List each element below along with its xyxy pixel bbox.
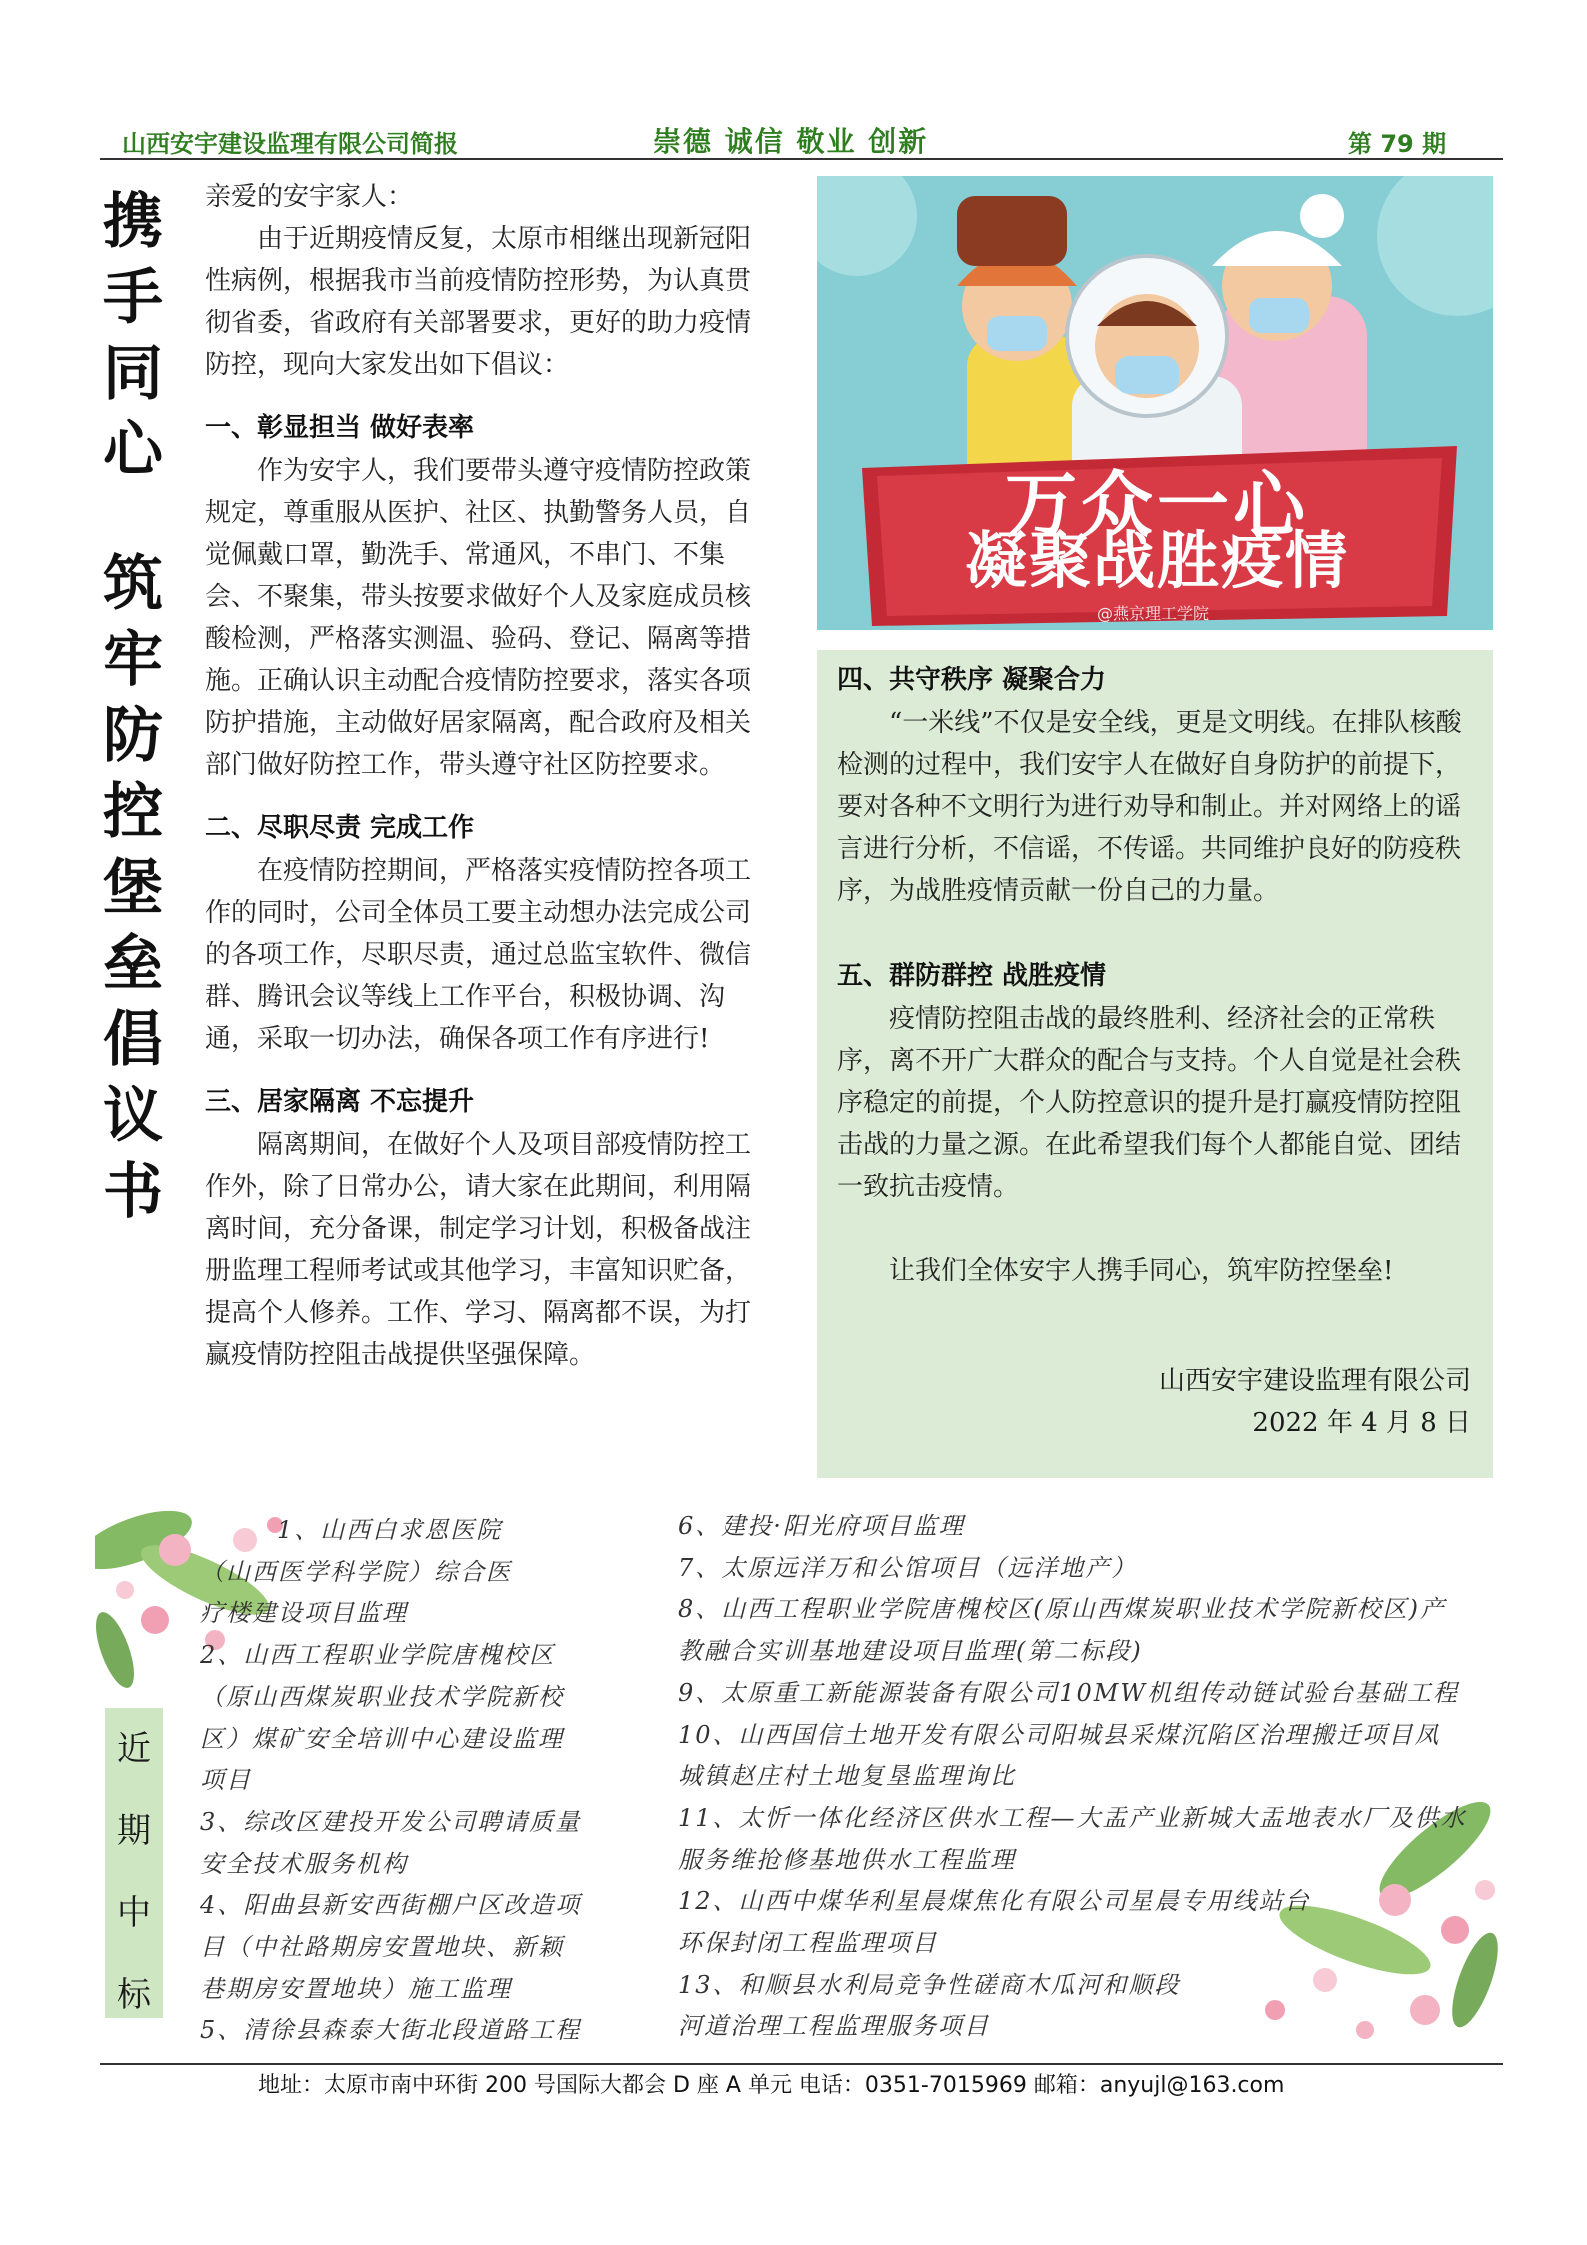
bid-line: （山西医学科学院）综合医 bbox=[200, 1557, 512, 1586]
poster-watermark: @燕京理工学院 bbox=[1097, 604, 1210, 623]
footer-contact: 地址：太原市南中环街 200 号国际大都会 D 座 A 单元 电话：0351-7015969 邮箱：anyujl@163.com bbox=[258, 2073, 1285, 2098]
bid-line: 2、山西工程职业学院唐槐校区 bbox=[200, 1641, 556, 1670]
bid-line: 9、太原重工新能源装备有限公司10MW机组传动链试验台基础工程 bbox=[678, 1678, 1460, 1707]
bid-line: 环保封闭工程监理项目 bbox=[678, 1929, 938, 1958]
title-char: 携 bbox=[103, 187, 163, 257]
bids-label-char: 中 bbox=[117, 1893, 151, 1933]
bid-line: 11、太忻一体化经济区供水工程—大盂产业新城大盂地表水厂及供水 bbox=[678, 1803, 1467, 1832]
title-char: 控 bbox=[103, 777, 163, 847]
poster-slogan-line2: 凝聚战胜疫情 bbox=[964, 524, 1349, 597]
section-5-heading: 五、群防群控 战胜疫情 bbox=[837, 961, 1107, 991]
section-4-body: “一米线”不仅是安全线，更是文明线。在排队核酸检测的过程中，我们安宇人在做好自身防护的前提下，要对各种不文明行为进行劝导和制止。并对网络上的谣言进行分析，不信谣，不传谣。共同维护良好的防疫秩序，为战胜疫情贡献一份自己的力量。 bbox=[837, 708, 1462, 906]
bid-line: 目（中社路期房安置地块、新颖 bbox=[200, 1933, 564, 1962]
bid-line: 4、阳曲县新安西街棚户区改造项 bbox=[200, 1891, 582, 1920]
signature-block bbox=[1071, 1360, 1471, 1444]
bids-list-right bbox=[678, 1506, 1587, 2048]
header-motto: 崇德 诚信 敬业 创新 bbox=[653, 125, 929, 158]
bid-line: 8、山西工程职业学院唐槐校区(原山西煤炭职业技术学院新校区)产 bbox=[678, 1595, 1446, 1624]
section-3-heading: 三、居家隔离 不忘提升 bbox=[205, 1087, 475, 1117]
bid-line: 疗楼建设项目监理 bbox=[200, 1599, 408, 1628]
title-char: 议 bbox=[103, 1081, 163, 1151]
title-char: 垒 bbox=[103, 929, 163, 999]
section-4-heading: 四、共守秩序 凝聚合力 bbox=[837, 665, 1107, 695]
vertical-title bbox=[88, 184, 178, 1230]
title-char: 堡 bbox=[103, 853, 163, 923]
letter-left-column bbox=[205, 176, 765, 1376]
bid-line: 7、太原远洋万和公馆项目（远洋地产） bbox=[678, 1553, 1138, 1582]
newsletter-header bbox=[100, 120, 1487, 160]
bids-label bbox=[105, 1708, 163, 2018]
section-1-heading: 一、彰显担当 做好表率 bbox=[205, 413, 475, 443]
footer-divider bbox=[100, 2063, 1503, 2065]
bid-line: 1、山西白求恩医院 bbox=[200, 1516, 503, 1544]
title-char: 手 bbox=[103, 263, 163, 333]
bid-line: 城镇赵庄村土地复垦监理询比 bbox=[678, 1762, 1016, 1791]
bid-line: 巷期房安置地块）施工监理 bbox=[200, 1974, 512, 2003]
section-1-body: 作为安宇人，我们要带头遵守疫情防控政策规定，尊重服从医护、社区、执勤警务人员，自觉佩戴口罩，勤洗手、常通风，不串门、不集会、不聚集，带头按要求做好个人及家庭成员核酸检测，严格落实测温、验码、登记、隔离等措施。正确认识主动配合疫情防控要求，落实各项防护措施，主动做好居家隔离，配合政府及相关部门做好防控工作，带头遵守社区防控要求。 bbox=[205, 456, 752, 780]
bid-line: 区）煤矿安全培训中心建设监理 bbox=[200, 1724, 564, 1753]
bids-label-char: 期 bbox=[117, 1811, 151, 1851]
bid-line: 5、清徐县森泰大街北段道路工程 bbox=[200, 2016, 582, 2045]
bid-line: 6、建投·阳光府项目监理 bbox=[678, 1512, 965, 1540]
bid-line: 12、山西中煤华利星晨煤焦化有限公司星晨专用线站台 bbox=[678, 1887, 1311, 1916]
bid-line: 10、山西国信土地开发有限公司阳城县采煤沉陷区治理搬迁项目凤 bbox=[678, 1720, 1441, 1749]
title-char: 同 bbox=[103, 339, 163, 409]
title-char: 筑 bbox=[103, 549, 163, 619]
bid-line: （原山西煤炭职业技术学院新校 bbox=[200, 1682, 564, 1711]
bid-line: 河道治理工程监理服务项目 bbox=[678, 2012, 990, 2041]
header-org-name: 山西安宇建设监理有限公司简报 bbox=[122, 130, 458, 158]
signature-date: 2022 年 4 月 8 日 bbox=[1252, 1408, 1471, 1438]
letter-greeting: 亲爱的安宇家人： bbox=[205, 182, 414, 212]
poster-illustration bbox=[817, 176, 1493, 630]
bid-line: 13、和顺县水利局竞争性磋商木瓜河和顺段 bbox=[678, 1970, 1181, 1999]
letter-intro: 由于近期疫情反复，太原市相继出现新冠阳性病例，根据我市当前疫情防控形势，为认真贯彻省委，省政府有关部署要求，更好的助力疫情防控，现向大家发出如下倡议： bbox=[205, 224, 752, 380]
bid-line: 安全技术服务机构 bbox=[200, 1849, 408, 1878]
header-issue-number: 第 79 期 bbox=[1348, 130, 1447, 158]
section-2-heading: 二、尽职尽责 完成工作 bbox=[205, 813, 475, 843]
section-5-body: 疫情防控阻击战的最终胜利、经济社会的正常秩序，离不开广大群众的配合与支持。个人自觉是社会秩序稳定的前提，个人防控意识的提升是打赢疫情防控阻击战的力量之源。在此希望我们每个人都能自觉、团结一致抗击疫情。 bbox=[837, 1004, 1462, 1202]
right-green-panel bbox=[817, 650, 1493, 1478]
right-panel-text bbox=[837, 658, 1477, 1292]
bid-line: 服务维抢修基地供水工程监理 bbox=[678, 1845, 1016, 1874]
bids-label-char: 标 bbox=[117, 1975, 151, 2015]
poster-slogan-line1: 万众一心 bbox=[1004, 463, 1309, 547]
signature-org: 山西安宇建设监理有限公司 bbox=[1158, 1366, 1471, 1396]
recent-bids-section bbox=[95, 1510, 1503, 2055]
title-char: 书 bbox=[103, 1157, 163, 1227]
title-char: 倡 bbox=[103, 1005, 163, 1075]
title-char: 牢 bbox=[103, 625, 163, 695]
section-2-body: 在疫情防控期间，严格落实疫情防控各项工作的同时，公司全体员工要主动想办法完成公司的各项工作，尽职尽责，通过总监宝软件、微信群、腾讯会议等线上工作平台，积极协调、沟通，采取一切办法，确保各项工作有序进行! bbox=[205, 856, 752, 1054]
title-char: 防 bbox=[103, 701, 163, 771]
bid-line: 3、综改区建投开发公司聘请质量 bbox=[200, 1807, 582, 1836]
bids-label-char: 近 bbox=[117, 1729, 151, 1769]
title-char: 心 bbox=[103, 415, 163, 485]
bid-line: 教融合实训基地建设项目监理(第二标段) bbox=[678, 1637, 1143, 1666]
bid-line: 项目 bbox=[200, 1766, 252, 1795]
section-3-body: 隔离期间，在做好个人及项目部疫情防控工作外，除了日常办公，请大家在此期间，利用隔离时间，充分备课，制定学习计划，积极备战注册监理工程师考试或其他学习，丰富知识贮备，提高个人修养。工作、学习、隔离都不误，为打赢疫情防控阻击战提供坚强保障。 bbox=[205, 1130, 752, 1370]
closing-line: 让我们全体安宇人携手同心，筑牢防控堡垒! bbox=[889, 1256, 1394, 1286]
header-divider bbox=[100, 158, 1503, 160]
bids-list-left bbox=[200, 1510, 720, 2052]
